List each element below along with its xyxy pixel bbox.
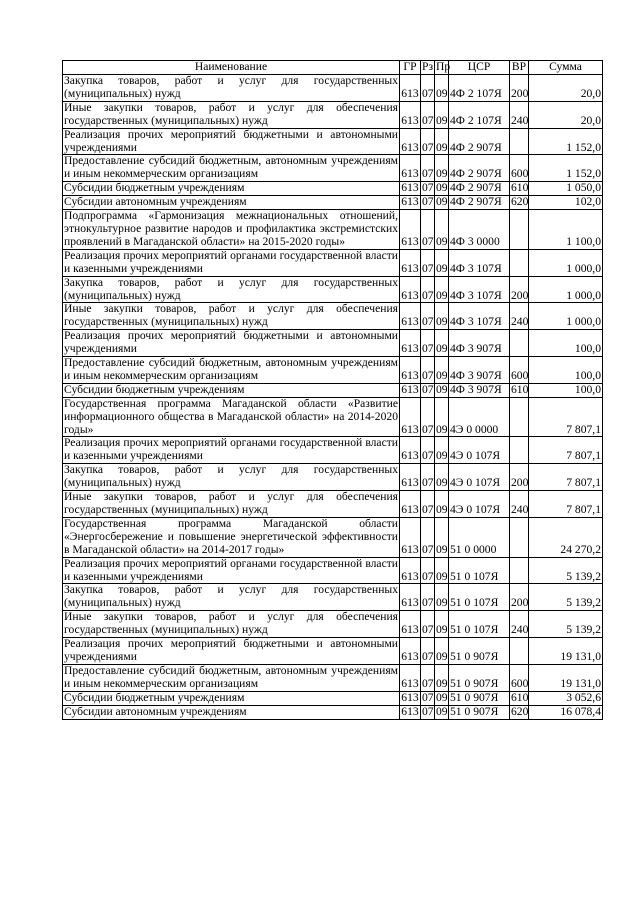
cell-sum: 1 000,0 bbox=[529, 303, 603, 330]
cell-rz: 07 bbox=[421, 303, 435, 330]
cell-name: Реализация прочих мероприятий бюджетными и автономными учреждениями bbox=[64, 637, 398, 663]
cell-vr bbox=[510, 517, 529, 557]
cell-sum: 5 139,2 bbox=[529, 611, 603, 638]
header-rz: Рз bbox=[422, 60, 434, 74]
cell-name: Субсидии автономным учреждениям bbox=[63, 705, 400, 719]
cell-csr: 4Ф 3 107Я bbox=[449, 303, 510, 330]
cell-name: Реализация прочих мероприятий органами государственной власти и казенными учреждениями bbox=[64, 436, 398, 463]
cell-gr: 613 bbox=[400, 128, 421, 155]
cell-rz: 07 bbox=[422, 181, 434, 195]
cell-gr: 613 bbox=[400, 611, 421, 638]
cell-csr: 4Ф 3 0000 bbox=[449, 210, 510, 250]
cell-sum: 19 131,0 bbox=[529, 638, 603, 665]
cell-sum: 3 052,6 bbox=[529, 691, 603, 705]
cell-sum: 7 807,1 bbox=[529, 491, 603, 518]
cell-name: Иные закупки товаров, работ и услуг для обеспечения государственных (муниципальных) нужд bbox=[64, 100, 398, 127]
cell-sum: 100,0 bbox=[529, 357, 603, 384]
cell-gr: 613 bbox=[400, 357, 421, 384]
cell-vr: 620 bbox=[511, 195, 529, 209]
cell-pr: 09 bbox=[436, 195, 448, 209]
cell-name: Закупка товаров, работ и услуг для государственных (муниципальных) нужд bbox=[64, 275, 398, 302]
cell-sum: 1 152,0 bbox=[529, 155, 603, 182]
cell-name: Субсидии бюджетным учреждениям bbox=[63, 383, 400, 397]
cell-gr: 613 bbox=[401, 704, 419, 718]
cell-csr: 4Ф 3 907Я bbox=[449, 383, 510, 397]
cell-rz: 07 bbox=[421, 437, 435, 464]
cell-name: Иные закупки товаров, работ и услуг для обеспечения государственных (муниципальных) нужд bbox=[64, 610, 398, 637]
cell-sum: 7 807,1 bbox=[529, 464, 603, 491]
cell-pr: 09 bbox=[435, 664, 449, 691]
cell-gr: 613 bbox=[400, 557, 421, 584]
cell-pr: 09 bbox=[435, 276, 449, 303]
table-row bbox=[63, 383, 603, 397]
budget-table bbox=[62, 60, 603, 720]
cell-rz: 07 bbox=[422, 195, 434, 209]
cell-pr: 09 bbox=[435, 101, 449, 128]
table-body bbox=[63, 75, 603, 720]
cell-pr: 09 bbox=[435, 638, 449, 665]
cell-rz: 07 bbox=[421, 155, 435, 182]
cell-vr: 240 bbox=[510, 491, 529, 518]
cell-gr: 613 bbox=[400, 210, 421, 250]
cell-sum: 100,0 bbox=[529, 383, 603, 397]
cell-vr bbox=[510, 249, 529, 276]
cell-gr: 613 bbox=[401, 690, 419, 704]
cell-gr: 613 bbox=[400, 517, 421, 557]
cell-name: Подпрограмма «Гармонизация межнациональных отношений, этнокультурное развитие народов и профилактика экстремистских проявлений в Магаданской области» на 2015-2020 годы» bbox=[64, 209, 398, 248]
cell-csr: 4Ф 2 107Я bbox=[449, 75, 510, 102]
cell-csr: 4Ф 2 907Я bbox=[449, 182, 510, 196]
cell-csr: 4Ф 3 907Я bbox=[449, 357, 510, 384]
cell-gr: 613 bbox=[400, 397, 421, 437]
cell-sum: 24 270,2 bbox=[529, 517, 603, 557]
cell-name: Иные закупки товаров, работ и услуг для обеспечения государственных (муниципальных) нужд bbox=[64, 302, 398, 329]
cell-name: Реализация прочих мероприятий органами государственной власти и казенными учреждениями bbox=[64, 248, 398, 275]
cell-vr: 610 bbox=[511, 382, 529, 396]
cell-gr: 613 bbox=[400, 584, 421, 611]
cell-csr: 51 0 107Я bbox=[449, 611, 510, 638]
cell-sum: 1 100,0 bbox=[529, 210, 603, 250]
header-vr: ВР bbox=[510, 61, 529, 75]
cell-rz: 07 bbox=[421, 330, 435, 357]
cell-sum: 20,0 bbox=[529, 75, 603, 102]
cell-rz: 07 bbox=[421, 75, 435, 102]
table-row bbox=[63, 437, 603, 464]
cell-csr: 51 0 0000 bbox=[449, 517, 510, 557]
cell-name: Закупка товаров, работ и услуг для государственных (муниципальных) нужд bbox=[64, 74, 398, 100]
cell-name: Реализация прочих мероприятий бюджетными и автономными учреждениями bbox=[64, 127, 398, 154]
cell-sum: 7 807,1 bbox=[529, 397, 603, 437]
header-pr: Пр bbox=[436, 60, 451, 74]
cell-csr: 51 0 907Я bbox=[449, 691, 510, 705]
cell-pr: 09 bbox=[435, 584, 449, 611]
cell-pr: 09 bbox=[436, 704, 448, 718]
table-row bbox=[63, 397, 603, 437]
cell-gr: 613 bbox=[400, 75, 421, 102]
cell-vr: 620 bbox=[511, 704, 529, 718]
cell-pr: 09 bbox=[436, 690, 448, 704]
cell-csr: 51 0 107Я bbox=[449, 584, 510, 611]
cell-csr: 4Э 0 107Я bbox=[449, 437, 510, 464]
table-row bbox=[63, 210, 603, 250]
cell-gr: 613 bbox=[400, 464, 421, 491]
cell-gr: 613 bbox=[400, 249, 421, 276]
cell-rz: 07 bbox=[421, 357, 435, 384]
cell-pr: 09 bbox=[435, 303, 449, 330]
cell-name: Предоставление субсидий бюджетным, автономным учреждениям и иным некоммерческим организациям bbox=[64, 154, 398, 181]
cell-sum: 19 131,0 bbox=[529, 664, 603, 691]
cell-gr: 613 bbox=[400, 491, 421, 518]
cell-name: Субсидии бюджетным учреждениям bbox=[63, 182, 400, 196]
cell-vr: 600 bbox=[510, 155, 529, 182]
header-gr: ГР bbox=[400, 61, 421, 75]
cell-gr: 613 bbox=[401, 382, 419, 396]
cell-csr: 4Э 0 107Я bbox=[449, 464, 510, 491]
cell-sum: 1 050,0 bbox=[529, 182, 603, 196]
cell-pr: 09 bbox=[435, 155, 449, 182]
cell-rz: 07 bbox=[421, 128, 435, 155]
cell-rz: 07 bbox=[421, 210, 435, 250]
cell-csr: 4Ф 2 907Я bbox=[449, 196, 510, 210]
cell-pr: 09 bbox=[435, 75, 449, 102]
cell-rz: 07 bbox=[421, 464, 435, 491]
table-row bbox=[63, 491, 603, 518]
table-row bbox=[63, 705, 603, 719]
cell-name: Государственная программа Магаданской области «Развитие информационного общества в Магаданской области» на 2014-2020 годы» bbox=[64, 396, 398, 436]
table-row bbox=[63, 276, 603, 303]
cell-name: Закупка товаров, работ и услуг для государственных (муниципальных) нужд bbox=[64, 583, 398, 610]
cell-csr: 4Э 0 0000 bbox=[449, 397, 510, 437]
header-name: Наименование bbox=[63, 61, 400, 75]
cell-rz: 07 bbox=[421, 611, 435, 638]
cell-vr: 610 bbox=[511, 181, 529, 195]
cell-gr: 613 bbox=[400, 638, 421, 665]
cell-csr: 4Ф 3 907Я bbox=[449, 330, 510, 357]
cell-pr: 09 bbox=[436, 382, 448, 396]
cell-vr: 610 bbox=[511, 690, 529, 704]
cell-rz: 07 bbox=[421, 491, 435, 518]
table-row bbox=[63, 330, 603, 357]
cell-csr: 4Э 0 107Я bbox=[449, 491, 510, 518]
table-row bbox=[63, 182, 603, 196]
cell-csr: 4Ф 3 107Я bbox=[449, 276, 510, 303]
cell-rz: 07 bbox=[422, 382, 434, 396]
cell-rz: 07 bbox=[421, 517, 435, 557]
cell-vr bbox=[510, 128, 529, 155]
cell-csr: 51 0 907Я bbox=[449, 664, 510, 691]
table-row bbox=[63, 303, 603, 330]
cell-name: Предоставление субсидий бюджетным, автономным учреждениям и иным некоммерческим организациям bbox=[64, 663, 398, 690]
cell-sum: 16 078,4 bbox=[529, 705, 603, 719]
cell-vr bbox=[510, 437, 529, 464]
table-row bbox=[63, 357, 603, 384]
cell-gr: 613 bbox=[401, 181, 419, 195]
cell-vr: 240 bbox=[510, 303, 529, 330]
table-row bbox=[63, 638, 603, 665]
header-sum: Сумма bbox=[529, 61, 603, 75]
cell-pr: 09 bbox=[435, 210, 449, 250]
cell-rz: 07 bbox=[421, 397, 435, 437]
cell-gr: 613 bbox=[400, 303, 421, 330]
cell-name: Реализация прочих мероприятий органами государственной власти и казенными учреждениями bbox=[64, 556, 398, 583]
cell-csr: 51 0 907Я bbox=[449, 705, 510, 719]
cell-gr: 613 bbox=[400, 437, 421, 464]
cell-rz: 07 bbox=[422, 690, 434, 704]
cell-rz: 07 bbox=[421, 101, 435, 128]
cell-gr: 613 bbox=[400, 276, 421, 303]
cell-vr bbox=[510, 638, 529, 665]
cell-sum: 1 000,0 bbox=[529, 276, 603, 303]
cell-gr: 613 bbox=[401, 195, 419, 209]
cell-vr bbox=[510, 330, 529, 357]
table-row bbox=[63, 128, 603, 155]
cell-name: Закупка товаров, работ и услуг для государственных (муниципальных) нужд bbox=[64, 463, 398, 490]
cell-vr: 200 bbox=[510, 75, 529, 102]
cell-sum: 102,0 bbox=[529, 196, 603, 210]
cell-sum: 1 152,0 bbox=[529, 128, 603, 155]
cell-csr: 4Ф 2 107Я bbox=[449, 101, 510, 128]
table-row bbox=[63, 611, 603, 638]
cell-name: Субсидии автономным учреждениям bbox=[63, 196, 400, 210]
cell-pr: 09 bbox=[435, 397, 449, 437]
cell-csr: 51 0 907Я bbox=[449, 638, 510, 665]
cell-name: Иные закупки товаров, работ и услуг для обеспечения государственных (муниципальных) нужд bbox=[64, 490, 398, 516]
cell-vr: 200 bbox=[510, 584, 529, 611]
table-row bbox=[63, 664, 603, 691]
cell-vr: 600 bbox=[510, 357, 529, 384]
cell-name: Реализация прочих мероприятий бюджетными и автономными учреждениями bbox=[64, 329, 398, 356]
table-row bbox=[63, 75, 603, 102]
table-row bbox=[63, 691, 603, 705]
cell-rz: 07 bbox=[421, 638, 435, 665]
cell-sum: 20,0 bbox=[529, 101, 603, 128]
cell-name: Государственная программа Магаданской области «Энергосбережение и повышение энергетической эффективности в Магаданской области» на 2014-2017 годы» bbox=[64, 516, 398, 556]
cell-csr: 4Ф 2 907Я bbox=[449, 155, 510, 182]
table-header-row bbox=[63, 61, 603, 75]
table-row bbox=[63, 196, 603, 210]
cell-pr: 09 bbox=[435, 357, 449, 384]
cell-csr: 51 0 107Я bbox=[449, 557, 510, 584]
cell-rz: 07 bbox=[422, 704, 434, 718]
cell-pr: 09 bbox=[435, 557, 449, 584]
cell-pr: 09 bbox=[435, 330, 449, 357]
cell-vr: 200 bbox=[510, 276, 529, 303]
cell-rz: 07 bbox=[421, 584, 435, 611]
cell-csr: 4Ф 3 107Я bbox=[449, 249, 510, 276]
header-csr: ЦСР bbox=[449, 61, 510, 75]
cell-sum: 1 000,0 bbox=[529, 249, 603, 276]
cell-pr: 09 bbox=[435, 437, 449, 464]
cell-rz: 07 bbox=[421, 276, 435, 303]
cell-gr: 613 bbox=[400, 664, 421, 691]
cell-name: Предоставление субсидий бюджетным, автономным учреждениям и иным некоммерческим организациям bbox=[64, 356, 398, 382]
cell-pr: 09 bbox=[436, 181, 448, 195]
cell-sum: 100,0 bbox=[529, 330, 603, 357]
cell-gr: 613 bbox=[400, 155, 421, 182]
cell-sum: 5 139,2 bbox=[529, 584, 603, 611]
cell-rz: 07 bbox=[421, 664, 435, 691]
cell-pr: 09 bbox=[435, 611, 449, 638]
table-row bbox=[63, 557, 603, 584]
cell-vr: 200 bbox=[510, 464, 529, 491]
cell-rz: 07 bbox=[421, 249, 435, 276]
table-row bbox=[63, 101, 603, 128]
cell-vr bbox=[510, 397, 529, 437]
cell-sum: 5 139,2 bbox=[529, 557, 603, 584]
cell-vr bbox=[510, 557, 529, 584]
table-row bbox=[63, 584, 603, 611]
cell-vr: 240 bbox=[510, 611, 529, 638]
table-row bbox=[63, 517, 603, 557]
cell-vr: 600 bbox=[510, 664, 529, 691]
cell-csr: 4Ф 2 907Я bbox=[449, 128, 510, 155]
cell-pr: 09 bbox=[435, 249, 449, 276]
table-row bbox=[63, 155, 603, 182]
cell-sum: 7 807,1 bbox=[529, 437, 603, 464]
cell-vr bbox=[510, 210, 529, 250]
cell-gr: 613 bbox=[400, 330, 421, 357]
cell-pr: 09 bbox=[435, 491, 449, 518]
cell-pr: 09 bbox=[435, 128, 449, 155]
table-row bbox=[63, 464, 603, 491]
cell-vr: 240 bbox=[510, 101, 529, 128]
cell-name: Субсидии бюджетным учреждениям bbox=[63, 691, 400, 705]
cell-pr: 09 bbox=[435, 464, 449, 491]
cell-gr: 613 bbox=[400, 101, 421, 128]
cell-pr: 09 bbox=[435, 517, 449, 557]
cell-rz: 07 bbox=[421, 557, 435, 584]
table-row bbox=[63, 249, 603, 276]
